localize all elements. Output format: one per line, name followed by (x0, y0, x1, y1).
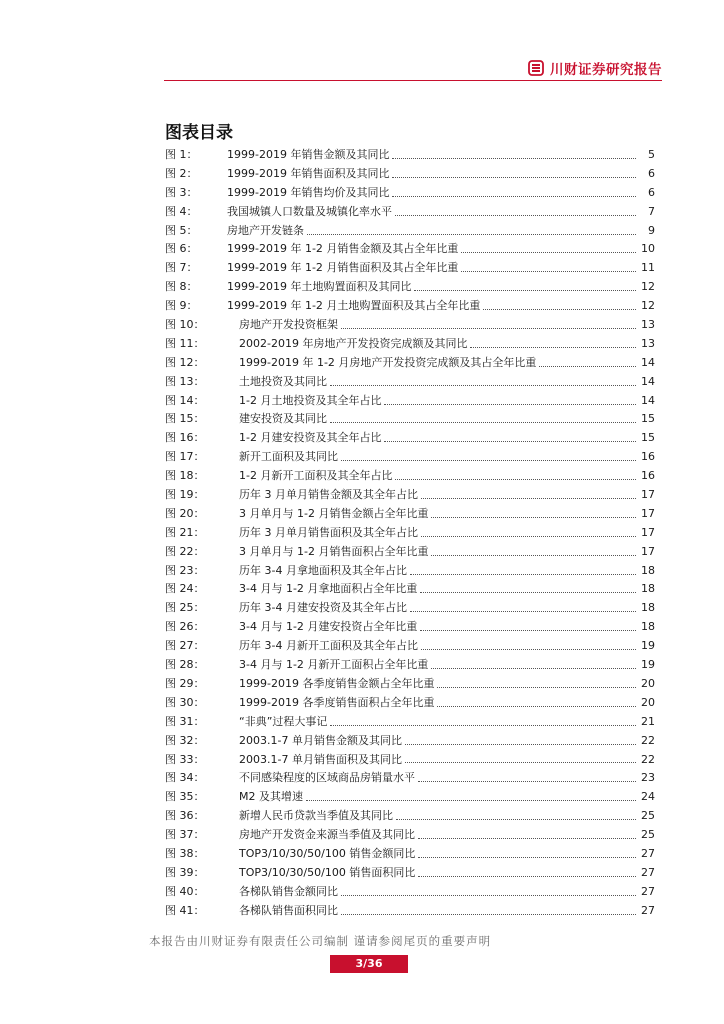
toc-entry[interactable] (165, 732, 655, 751)
toc-entry-caption: 1999-2019 年 1-2 月房地产开发投资完成额及其占全年比重 (239, 355, 537, 369)
toc-entry-caption-wrap (227, 713, 639, 732)
toc-entry-caption: 1999-2019 年 1-2 月销售面积及其占全年比重 (227, 261, 459, 275)
toc-entry-page: 6 (648, 185, 655, 199)
page-header (0, 0, 724, 86)
toc-entry-caption-wrap (227, 410, 639, 429)
toc-entry-caption: 1999-2019 各季度销售面积占全年比重 (239, 695, 435, 709)
toc-entry[interactable] (165, 807, 655, 826)
toc-entry-caption: 建安投资及其同比 (239, 412, 327, 426)
toc-entry[interactable] (165, 354, 655, 373)
toc-entry-caption-wrap (227, 448, 639, 467)
toc-entry-caption-wrap (227, 562, 639, 581)
toc-entry-page: 6 (648, 166, 655, 180)
toc-entry-caption: 各梯队销售面积同比 (239, 903, 338, 917)
toc-leader-dots (420, 592, 636, 593)
toc-leader-dots (414, 290, 636, 291)
toc-entry-caption: 历年 3-4 月拿地面积及其全年占比 (239, 563, 407, 577)
toc-entry-caption: 房地产开发投资框架 (239, 318, 338, 332)
toc-entry[interactable] (165, 297, 655, 316)
toc-entry-label: 图 16： (165, 431, 205, 445)
toc-entry-page: 20 (641, 695, 655, 709)
toc-entry[interactable] (165, 316, 655, 335)
toc-entry-page: 18 (641, 582, 655, 596)
toc-entry-page: 25 (641, 828, 655, 842)
toc-entry-page: 9 (648, 223, 655, 237)
toc-entry[interactable] (165, 524, 655, 543)
toc-entry-label: 图 19： (165, 488, 205, 502)
toc-leader-dots (437, 687, 636, 688)
toc-entry-page: 27 (641, 865, 655, 879)
toc-entry-caption-wrap (227, 467, 639, 486)
toc-entry-label: 图 24： (165, 582, 205, 596)
toc-entry-caption: 1-2 月建安投资及其全年占比 (239, 431, 382, 445)
toc-entry-caption-wrap (227, 373, 639, 392)
toc-entry[interactable] (165, 751, 655, 770)
toc-leader-dots (470, 347, 636, 348)
toc-entry-page: 27 (641, 903, 655, 917)
brand-name: 川财证券研究报告 (550, 62, 662, 78)
toc-entry[interactable] (165, 845, 655, 864)
toc-entry-label: 图 30： (165, 695, 205, 709)
header-divider (164, 80, 662, 81)
toc-entry-label: 图 29： (165, 676, 205, 690)
toc-entry-label: 图 4： (165, 204, 198, 218)
toc-entry-label: 图 41： (165, 903, 205, 917)
toc-entry-caption-wrap (227, 165, 639, 184)
toc-entry-caption: 3 月单月与 1-2 月销售面积占全年比重 (239, 544, 429, 558)
toc-entry[interactable] (165, 562, 655, 581)
toc-entry[interactable] (165, 902, 655, 921)
toc-entry-caption: 3-4 月与 1-2 月建安投资占全年比重 (239, 620, 418, 634)
toc-entry-caption-wrap (227, 524, 639, 543)
toc-leader-dots (341, 328, 636, 329)
toc-entry-label: 图 2： (165, 166, 198, 180)
toc-entry-page: 13 (641, 318, 655, 332)
toc-entry-label: 图 18： (165, 469, 205, 483)
toc-entry-label: 图 21： (165, 525, 205, 539)
toc-entry[interactable] (165, 713, 655, 732)
toc-entry-label: 图 40： (165, 884, 205, 898)
toc-entry-caption: 新开工面积及其同比 (239, 450, 338, 464)
toc-entry[interactable] (165, 505, 655, 524)
toc-entry-label: 图 23： (165, 563, 205, 577)
toc-entry-page: 10 (641, 242, 655, 256)
toc-entry-caption-wrap (227, 543, 639, 562)
toc-entry-page: 18 (641, 601, 655, 615)
toc-entry[interactable] (165, 410, 655, 429)
toc-entry-label: 图 12： (165, 355, 205, 369)
toc-entry-caption: 房地产开发链条 (227, 223, 304, 237)
toc-entry[interactable] (165, 599, 655, 618)
toc-leader-dots (483, 309, 636, 310)
toc-leader-dots (330, 385, 636, 386)
toc-entry[interactable] (165, 883, 655, 902)
toc-leader-dots (421, 649, 636, 650)
toc-entry-label: 图 8： (165, 280, 198, 294)
footer-disclaimer: 本报告由川财证券有限责任公司编制 谨请参阅尾页的重要声明 (149, 934, 492, 948)
toc-entry-caption: 1999-2019 年土地购置面积及其同比 (227, 280, 412, 294)
toc-entry-caption-wrap (227, 297, 639, 316)
toc-entry-caption: 各梯队销售金额同比 (239, 884, 338, 898)
toc-entry[interactable] (165, 184, 655, 203)
toc-entry-label: 图 31： (165, 714, 205, 728)
toc-entry-caption-wrap (227, 259, 639, 278)
toc-leader-dots (437, 706, 636, 707)
toc-leader-dots (421, 536, 636, 537)
toc-leader-dots (431, 555, 636, 556)
toc-leader-dots (431, 668, 636, 669)
toc-entry-page: 17 (641, 506, 655, 520)
toc-entry-caption-wrap (227, 902, 639, 921)
toc-entry-label: 图 15： (165, 412, 205, 426)
toc-leader-dots (410, 574, 636, 575)
toc-entry[interactable] (165, 373, 655, 392)
toc-entry-caption-wrap (227, 656, 639, 675)
toc-entry-caption-wrap (227, 184, 639, 203)
toc-entry-caption: 历年 3 月单月销售面积及其全年占比 (239, 525, 418, 539)
toc-entry[interactable] (165, 769, 655, 788)
toc-entry-caption: TOP3/10/30/50/100 销售面积同比 (239, 865, 416, 879)
toc-entry-label: 图 37： (165, 828, 205, 842)
toc-entry-caption: 新增人民币贷款当季值及其同比 (239, 809, 393, 823)
toc-entry-page: 5 (648, 148, 655, 161)
toc-entry-label: 图 33： (165, 752, 205, 766)
page-indicator: 3/36 (330, 955, 408, 973)
toc-entry[interactable] (165, 580, 655, 599)
toc-entry-page: 18 (641, 620, 655, 634)
toc-leader-dots (418, 876, 636, 877)
toc-entry-caption: 1999-2019 年 1-2 月销售金额及其占全年比重 (227, 242, 459, 256)
toc-entry-caption-wrap (227, 788, 639, 807)
toc-entry-label: 图 6： (165, 242, 198, 256)
toc-entry-page: 14 (641, 355, 655, 369)
toc-entry[interactable] (165, 864, 655, 883)
toc-entry-page: 23 (641, 771, 655, 785)
toc-entry-label: 图 34： (165, 771, 205, 785)
toc-entry-caption: 3 月单月与 1-2 月销售金额占全年比重 (239, 506, 429, 520)
toc-entry-label: 图 27： (165, 639, 205, 653)
toc-leader-dots (395, 215, 636, 216)
toc-entry-label: 图 7： (165, 261, 198, 275)
toc-leader-dots (392, 177, 636, 178)
toc-entry-caption-wrap (227, 807, 639, 826)
toc-entry-caption-wrap (227, 864, 639, 883)
toc-entry[interactable] (165, 165, 655, 184)
toc-entry[interactable] (165, 694, 655, 713)
toc-entry-caption: 2002-2019 年房地产开发投资完成额及其同比 (239, 336, 468, 350)
toc-entry-label: 图 38： (165, 846, 205, 860)
toc-entry-caption: 3-4 月与 1-2 月新开工面积占全年比重 (239, 658, 429, 672)
toc-entry-page: 16 (641, 450, 655, 464)
toc-entry[interactable] (165, 637, 655, 656)
toc-entry-page: 12 (641, 280, 655, 294)
toc-leader-dots (421, 498, 636, 499)
toc-entry-caption-wrap (227, 599, 639, 618)
toc-entry-caption-wrap (227, 694, 639, 713)
toc-entry-label: 图 17： (165, 450, 205, 464)
toc-entry-caption: TOP3/10/30/50/100 销售金额同比 (239, 846, 416, 860)
toc-entry-label: 图 25： (165, 601, 205, 615)
toc-entry-caption-wrap (227, 637, 639, 656)
toc-leader-dots (307, 234, 636, 235)
toc-entry-label: 图 32： (165, 733, 205, 747)
toc-leader-dots (405, 762, 636, 763)
toc-entry-caption-wrap (227, 316, 639, 335)
toc-entry-page: 19 (641, 639, 655, 653)
toc-entry[interactable] (165, 788, 655, 807)
toc-entry-page: 22 (641, 752, 655, 766)
toc-entry-caption-wrap (227, 675, 639, 694)
toc-entry-caption-wrap (227, 146, 639, 165)
toc-leader-dots (392, 196, 636, 197)
toc-entry[interactable] (165, 826, 655, 845)
toc-entry-label: 图 9： (165, 299, 198, 313)
toc-entry-label: 图 1： (165, 148, 198, 161)
toc-entry-page: 25 (641, 809, 655, 823)
toc-entry-label: 图 3： (165, 185, 198, 199)
toc-entry-page: 14 (641, 374, 655, 388)
toc-entry-label: 图 28： (165, 658, 205, 672)
toc-entry-caption-wrap (227, 335, 639, 354)
toc-entry-page: 27 (641, 846, 655, 860)
toc-leader-dots (420, 630, 636, 631)
toc-entry[interactable] (165, 335, 655, 354)
toc-entry-caption-wrap (227, 618, 639, 637)
toc-entry-label: 图 22： (165, 544, 205, 558)
toc-leader-dots (341, 895, 636, 896)
toc-entry-page: 16 (641, 469, 655, 483)
toc-entry-caption: 房地产开发资金来源当季值及其同比 (239, 828, 415, 842)
toc-entry-page: 22 (641, 733, 655, 747)
toc-entry[interactable] (165, 392, 655, 411)
toc-entry-caption-wrap (227, 354, 639, 373)
toc-leader-dots (306, 800, 636, 801)
toc-entry-caption-wrap (227, 392, 639, 411)
toc-entry-page: 19 (641, 658, 655, 672)
toc-leader-dots (330, 725, 636, 726)
toc-entry-page: 12 (641, 299, 655, 313)
toc-entry[interactable] (165, 486, 655, 505)
toc-entry[interactable] (165, 278, 655, 297)
brand (528, 58, 662, 78)
toc-entry-page: 27 (641, 884, 655, 898)
toc-leader-dots (384, 404, 636, 405)
toc-leader-dots (341, 914, 636, 915)
toc-entry[interactable] (165, 448, 655, 467)
toc-entry-caption-wrap (227, 751, 639, 770)
toc-entry-page: 17 (641, 525, 655, 539)
toc-leader-dots (392, 158, 636, 159)
toc-entry-caption: 2003.1-7 单月销售面积及其同比 (239, 752, 402, 766)
toc-leader-dots (461, 252, 636, 253)
toc-entry-page: 18 (641, 563, 655, 577)
toc-entry[interactable] (165, 146, 655, 165)
toc-leader-dots (330, 422, 636, 423)
toc-entry-label: 图 5： (165, 223, 198, 237)
toc-entry-caption-wrap (227, 222, 639, 241)
toc-entry-caption: 历年 3 月单月销售金额及其全年占比 (239, 488, 418, 502)
toc-entry-label: 图 36： (165, 809, 205, 823)
toc-entry-caption-wrap (227, 732, 639, 751)
toc-entry-page: 7 (648, 204, 655, 218)
toc-leader-dots (418, 857, 636, 858)
toc-entry[interactable] (165, 618, 655, 637)
toc-entry[interactable] (165, 259, 655, 278)
brand-logo-icon (528, 60, 544, 76)
toc-entry-caption: 1-2 月新开工面积及其全年占比 (239, 469, 393, 483)
toc-entry-caption-wrap (227, 486, 639, 505)
toc-entry[interactable] (165, 240, 655, 259)
toc-entry-caption: M2 及其增速 (239, 790, 303, 804)
toc-entry-page: 24 (641, 790, 655, 804)
toc-entry-caption: 1999-2019 年销售面积及其同比 (227, 166, 390, 180)
toc-leader-dots (431, 517, 636, 518)
toc-list (165, 146, 655, 921)
toc-entry-caption-wrap (227, 845, 639, 864)
toc-entry-caption: 土地投资及其同比 (239, 374, 327, 388)
toc-leader-dots (410, 611, 636, 612)
toc-entry[interactable] (165, 543, 655, 562)
toc-entry-caption: 3-4 月与 1-2 月拿地面积占全年比重 (239, 582, 418, 596)
toc-entry-caption: 历年 3-4 月建安投资及其全年占比 (239, 601, 407, 615)
toc-entry-caption: 1999-2019 年 1-2 月土地购置面积及其占全年比重 (227, 299, 481, 313)
toc-entry-caption-wrap (227, 505, 639, 524)
toc-entry[interactable] (165, 656, 655, 675)
toc-entry[interactable] (165, 467, 655, 486)
toc-entry-label: 图 10： (165, 318, 205, 332)
toc-entry-label: 图 26： (165, 620, 205, 634)
toc-entry-page: 13 (641, 336, 655, 350)
toc-entry-page: 20 (641, 676, 655, 690)
toc-entry-caption: 不同感染程度的区域商品房销量水平 (239, 771, 415, 785)
toc-entry-label: 图 39： (165, 865, 205, 879)
toc-entry-caption-wrap (227, 203, 639, 222)
toc-entry-caption: “非典”过程大事记 (239, 714, 328, 728)
toc-entry-page: 11 (641, 261, 655, 275)
toc-entry-caption-wrap (227, 883, 639, 902)
toc-title: 图表目录 (165, 123, 233, 143)
toc-entry-caption: 1999-2019 年销售金额及其同比 (227, 148, 390, 161)
toc-entry[interactable] (165, 675, 655, 694)
toc-leader-dots (384, 441, 636, 442)
toc-entry-page: 15 (641, 431, 655, 445)
toc-entry-page: 17 (641, 544, 655, 558)
toc-entry-label: 图 14： (165, 393, 205, 407)
toc-leader-dots (461, 271, 636, 272)
toc-entry-caption-wrap (227, 278, 639, 297)
toc-entry-label: 图 35： (165, 790, 205, 804)
toc-entry-caption-wrap (227, 769, 639, 788)
toc-leader-dots (418, 838, 636, 839)
toc-entry-caption: 历年 3-4 月新开工面积及其全年占比 (239, 639, 418, 653)
toc-entry[interactable] (165, 429, 655, 448)
toc-entry-page: 17 (641, 488, 655, 502)
toc-entry-label: 图 11： (165, 336, 205, 350)
toc-entry-caption-wrap (227, 429, 639, 448)
toc-entry-caption-wrap (227, 240, 639, 259)
toc-entry-page: 14 (641, 393, 655, 407)
toc-entry-caption: 1-2 月土地投资及其全年占比 (239, 393, 382, 407)
toc-leader-dots (396, 819, 636, 820)
toc-leader-dots (405, 744, 636, 745)
toc-entry-page: 21 (641, 714, 655, 728)
toc-entry-caption: 1999-2019 年销售均价及其同比 (227, 185, 390, 199)
toc-entry-caption-wrap (227, 826, 639, 845)
toc-entry-label: 图 13： (165, 374, 205, 388)
toc-entry[interactable] (165, 222, 655, 241)
toc-leader-dots (341, 460, 636, 461)
toc-entry-caption-wrap (227, 580, 639, 599)
toc-leader-dots (539, 366, 636, 367)
toc-leader-dots (395, 479, 636, 480)
toc-entry-caption: 2003.1-7 单月销售金额及其同比 (239, 733, 402, 747)
toc-entry-caption: 1999-2019 各季度销售金额占全年比重 (239, 676, 435, 690)
toc-entry-page: 15 (641, 412, 655, 426)
toc-entry-caption: 我国城镇人口数量及城镇化率水平 (227, 204, 392, 218)
toc-entry[interactable] (165, 203, 655, 222)
toc-leader-dots (418, 781, 636, 782)
toc-entry-label: 图 20： (165, 506, 205, 520)
